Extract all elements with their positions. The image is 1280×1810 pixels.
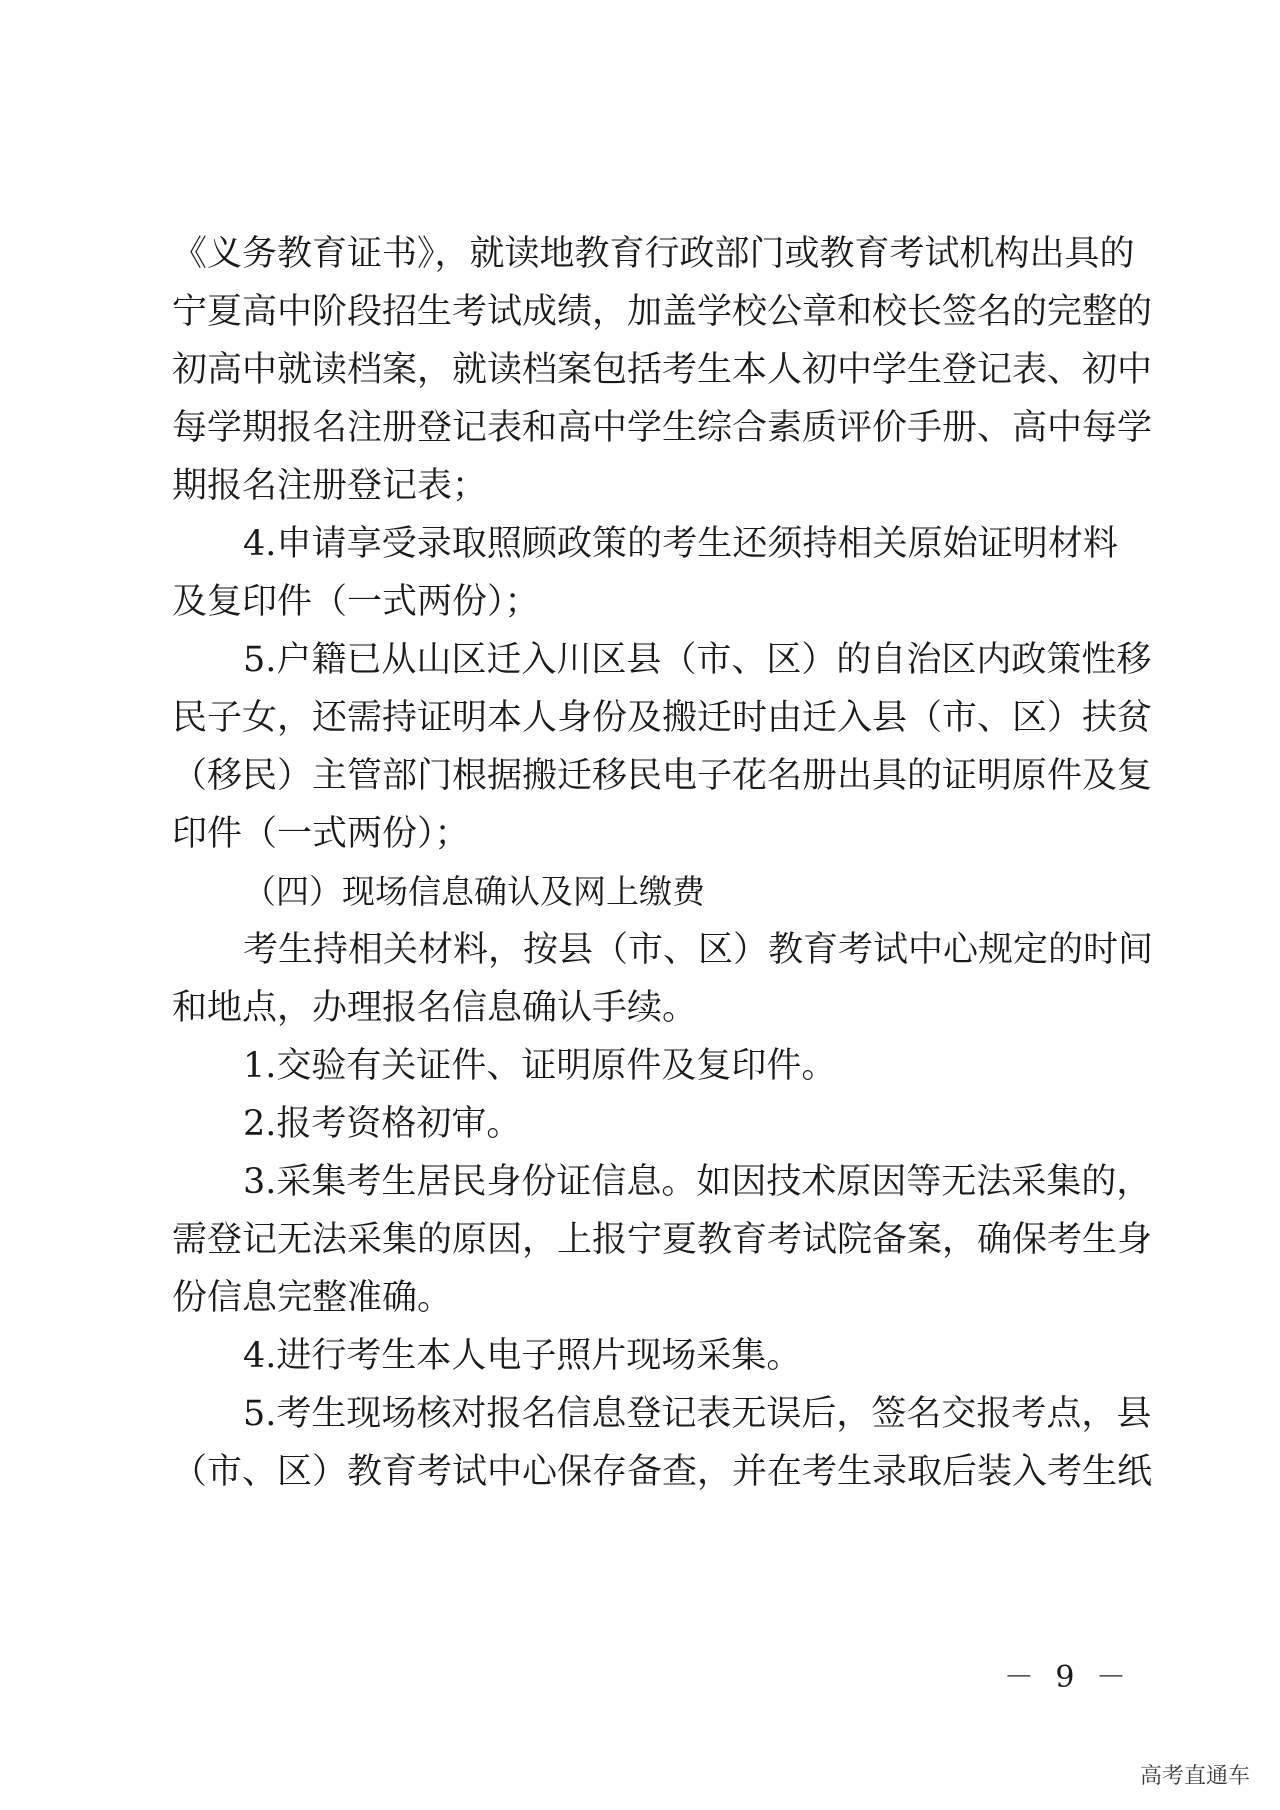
paragraph-line: 期报名注册登记表； — [172, 466, 488, 506]
paragraph-line: 和地点，办理报名信息确认手续。 — [172, 988, 698, 1028]
paragraph-line: （移民）主管部门根据搬迁移民电子花名册出具的证明原件及复 — [172, 756, 1153, 796]
paragraph-line: 份信息完整准确。 — [172, 1278, 453, 1318]
paragraph-line: 5.户籍已从山区迁入川区县（市、区）的自治区内政策性移 — [243, 640, 1152, 680]
paragraph-line: 宁夏高中阶段招生考试成绩，加盖学校公章和校长签名的完整的 — [172, 292, 1153, 332]
paragraph-line: 《义务教育证书》，就读地教育行政部门或教育考试机构出具的 — [172, 234, 1135, 274]
paragraph-line: 每学期报名注册登记表和高中学生综合素质评价手册、高中每学 — [172, 408, 1153, 448]
list-item: 5.考生现场核对报名信息登记表无误后，签名交报考点，县 — [243, 1394, 1152, 1434]
list-item: 2.报考资格初审。 — [243, 1104, 522, 1144]
page-number: － 9 － — [1003, 1660, 1132, 1695]
list-item: 1.交验有关证件、证明原件及复印件。 — [243, 1046, 837, 1086]
paragraph-line: （市、区）教育考试中心保存备查，并在考生录取后装入考生纸 — [172, 1452, 1153, 1492]
paragraph-line: 及复印件（一式两份）； — [172, 582, 540, 622]
paragraph-line: 印件（一式两份）； — [172, 814, 470, 854]
paragraph-line: 民子女，还需持证明本人身份及搬迁时由迁入县（市、区）扶贫 — [172, 698, 1153, 738]
list-item: 4.进行考生本人电子照片现场采集。 — [243, 1336, 802, 1376]
paragraph-line: 4.申请享受录取照顾政策的考生还须持相关原始证明材料 — [243, 524, 1118, 564]
paragraph-line: 考生持相关材料，按县（市、区）教育考试中心规定的时间 — [243, 930, 1154, 970]
paragraph-line: 需登记无法采集的原因，上报宁夏教育考试院备案，确保考生身 — [172, 1220, 1153, 1260]
watermark-text: 高考直通车 — [1139, 1764, 1250, 1789]
paragraph-line: 初高中就读档案，就读档案包括考生本人初中学生登记表、初中 — [172, 350, 1153, 390]
list-item: 3.采集考生居民身份证信息。如因技术原因等无法采集的， — [243, 1162, 1152, 1202]
section-heading: （四）现场信息确认及网上缴费 — [243, 872, 705, 911]
